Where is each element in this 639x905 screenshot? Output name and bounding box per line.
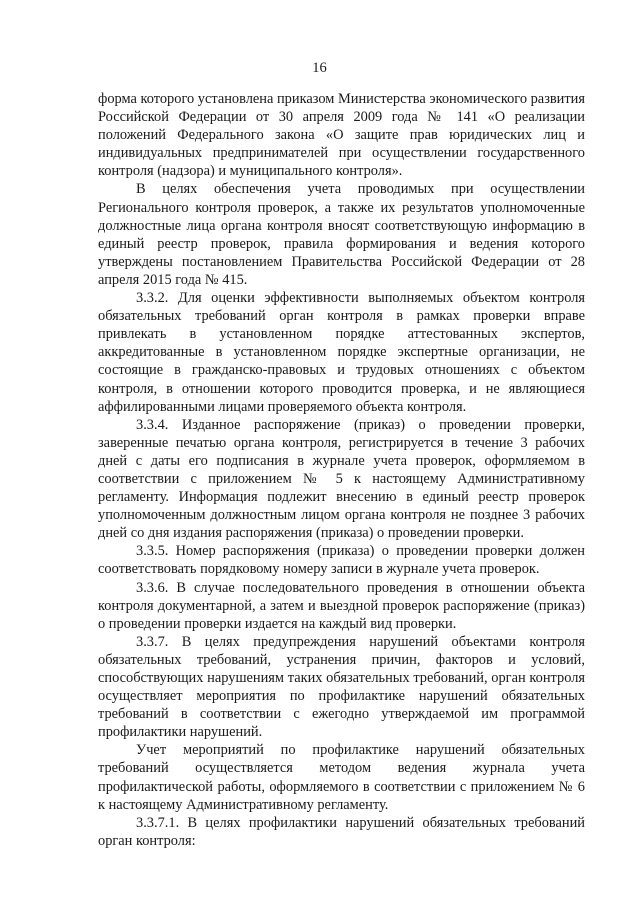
paragraph-journal: Учет мероприятий по профилактике нарушений обязательных требований осуществляется методом ведения журнала учета профилактической работы, оформляемого в соответствии с приложением № 6 к настоящему Административному регламенту. [98, 742, 585, 813]
paragraph-3-3-2: 3.3.2. Для оценки эффективности выполняемых объектом контроля обязательных требований орган контроля в рамках проверки вправе привлекать в установленном порядке аттестованных экспертов, аккредитованные в установленном порядке экспертные организации, не состоящие в гражданско-правовых и трудовых отношениях с объектом контроля, в отношении которого проводится проверка, и не являющиеся аффилированными лицами проверяемого объекта контроля. [98, 290, 585, 415]
paragraph-3-3-4: 3.3.4. Изданное распоряжение (приказ) о проведении проверки, заверенные печатью органа контроля, регистрируется в течение 3 рабочих дней с даты его подписания в журнале учета проверок, оформляемом в соответствии с приложением № 5 к настоящему Административному регламенту. Информация подлежит внесению в единый реестр проверок уполномоченным должностным лицом органа контроля не позднее 3 рабочих дней со дня издания распоряжения (приказа) о проведении проверки. [98, 416, 585, 542]
paragraph-3-3-7-1: 3.3.7.1. В целях профилактики нарушений обязательных требований орган контроля: [98, 814, 585, 849]
body-text [98, 90, 585, 850]
paragraph-registry: В целях обеспечения учета проводимых при осуществлении Регионального контроля проверок, а также их результатов уполномоченные должностные лица органа контроля вносят соответствующую информацию в единый реестр проверок, правила формирования и ведения которого утверждены постановлением Правительства Российской Федерации от 28 апреля 2015 года № 415. [98, 181, 585, 288]
paragraph-form-order: форма которого установлена приказом Министерства экономического развития Российской Федерации от 30 апреля 2009 года № 141 «О реализации положений Федерального закона «О защите прав юридических лиц и индивидуальных предпринимателей при осуществлении государственного контроля (надзора) и муниципального контроля». [98, 91, 585, 180]
page-number: 16 [312, 60, 327, 76]
paragraph-3-3-6: 3.3.6. В случае последовательного проведения в отношении объекта контроля документарной, а затем и выездной проверок распоряжение (приказ) о проведении проверки издается на каждый вид проверки. [98, 579, 585, 632]
paragraph-3-3-5: 3.3.5. Номер распоряжения (приказа) о проведении проверки должен соответствовать порядковому номеру записи в журнале учета проверок. [98, 543, 585, 578]
paragraph-3-3-7: 3.3.7. В целях предупреждения нарушений объектами контроля обязательных требований, устранения причин, факторов и условий, способствующих нарушениям таких обязательных требований, орган контроля осуществляет мероприятия по профилактике нарушений обязательных требований в соответствии с ежегодно утверждаемой им программой профилактики нарушений. [98, 633, 585, 741]
